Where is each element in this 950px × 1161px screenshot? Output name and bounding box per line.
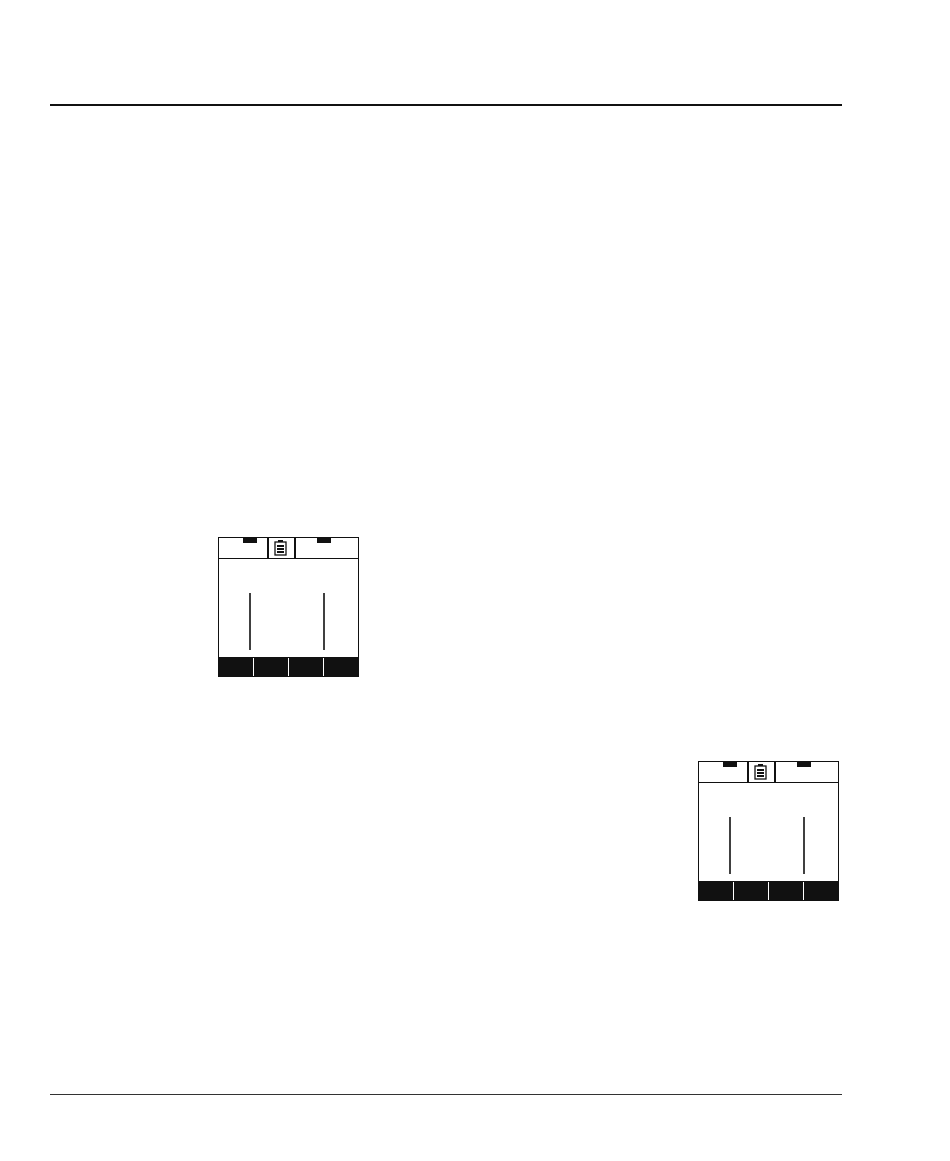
softkey-message[interactable] — [803, 882, 838, 900]
voice-slider-knob — [723, 762, 737, 767]
ring-slider-knob — [797, 762, 811, 767]
volume-screen-display — [698, 761, 839, 901]
section-4-6-3-heading — [118, 926, 188, 946]
softkey-end[interactable] — [768, 882, 803, 900]
softkey-message[interactable] — [323, 658, 358, 676]
softkey-bar — [219, 657, 358, 676]
list-item — [118, 823, 688, 869]
list-item — [118, 879, 688, 902]
ring-slider-knob — [317, 538, 331, 543]
large-diagonal-watermark — [40, 470, 740, 1161]
voice-slider-knob — [243, 538, 257, 543]
volume-screen-display — [218, 537, 359, 677]
section-4-6-2-heading — [118, 710, 188, 730]
header-rule — [50, 104, 842, 106]
softkey-bar — [699, 881, 838, 900]
softkey-seek[interactable] — [253, 658, 288, 676]
softkey-end[interactable] — [288, 658, 323, 676]
softkey-main-menu[interactable] — [219, 658, 253, 676]
softkey-seek[interactable] — [733, 882, 768, 900]
footer-rule — [50, 1094, 842, 1095]
softkey-main-menu[interactable] — [699, 882, 733, 900]
